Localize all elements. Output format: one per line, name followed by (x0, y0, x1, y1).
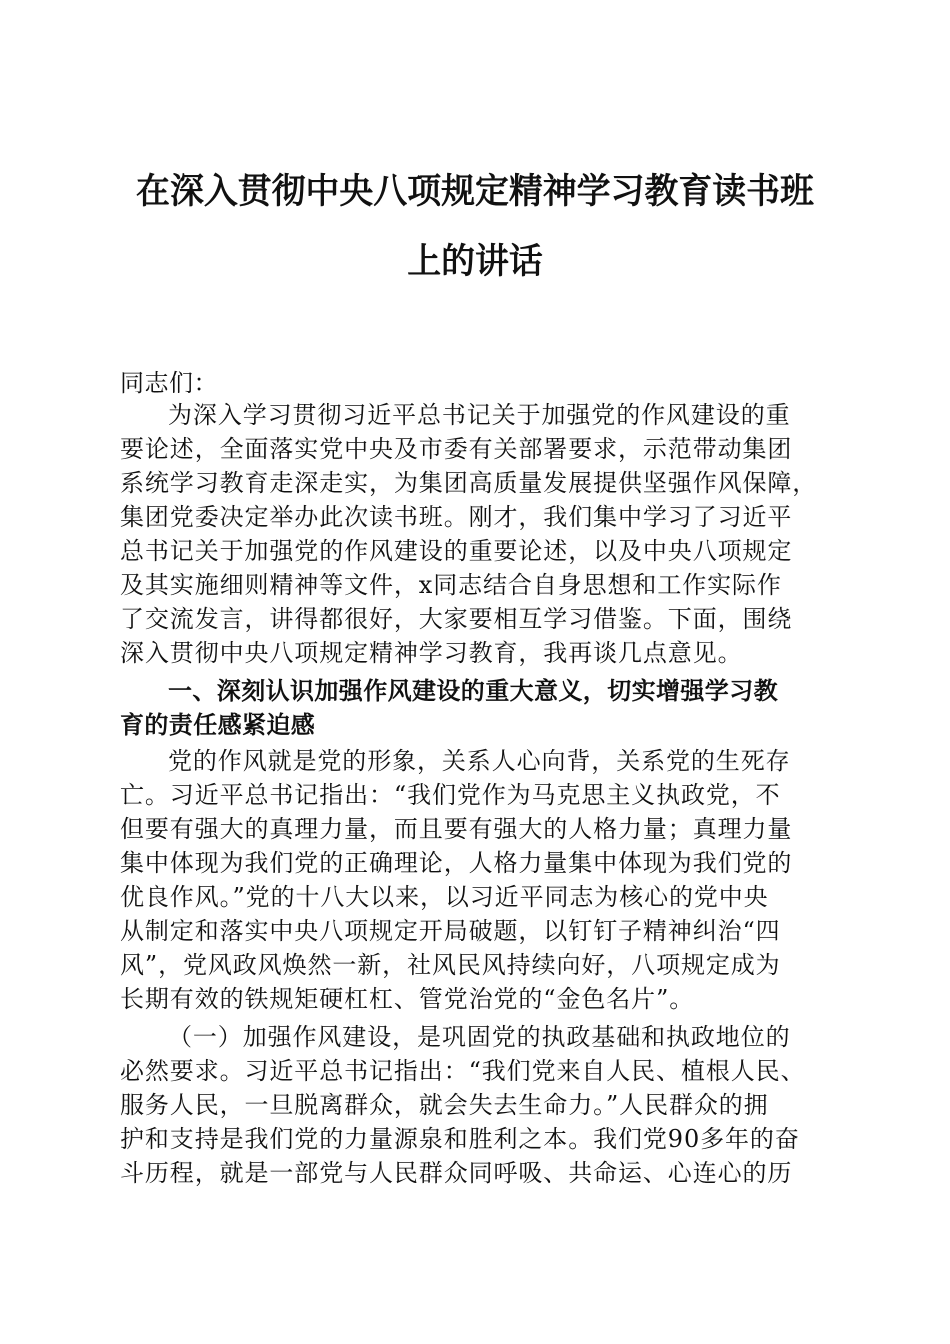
section-heading: 一、深刻认识加强作风建设的重大意义，切实增强学习教 (168, 677, 778, 705)
body-line: 但要有强大的真理力量，而且要有强大的人格力量；真理力量 (120, 815, 793, 843)
body-line: 必然要求。习近平总书记指出：“我们党来自人民、植根人民、 (120, 1057, 806, 1085)
title-line-2: 上的讲话 (407, 241, 543, 282)
body-line: 优良作风。”党的十八大以来，以习近平同志为核心的党中央 (120, 883, 769, 911)
body-line: 护和支持是我们党的力量源泉和胜利之本。我们党90多年的奋 (120, 1125, 800, 1153)
body-line: 党的作风就是党的形象，关系人心向背，关系党的生死存 (168, 747, 791, 775)
body-line: 斗历程，就是一部党与人民群众同呼吸、共命运、心连心的历 (120, 1159, 793, 1187)
body-line: 集中体现为我们党的正确理论，人格力量集中体现为我们党的 (120, 849, 793, 877)
body-line: （一）加强作风建设，是巩固党的执政基础和执政地位的 (168, 1023, 791, 1051)
greeting: 同志们： (120, 369, 218, 397)
intro-line: 了交流发言，讲得都很好，大家要相互学习借鉴。下面，围绕 (120, 605, 793, 633)
body-line: 亡。习近平总书记指出：“我们党作为马克思主义执政党，不 (120, 781, 781, 809)
body-line: 风”，党风政风焕然一新，社风民风持续向好，八项规定成为 (120, 951, 781, 979)
intro-line: 为深入学习贯彻习近平总书记关于加强党的作风建设的重 (168, 401, 791, 429)
intro-line: 要论述，全面落实党中央及市委有关部署要求，示范带动集团 (120, 435, 793, 463)
intro-line: 及其实施细则精神等文件，x同志结合自身思想和工作实际作 (120, 571, 782, 599)
title-line-1: 在深入贯彻中央八项规定精神学习教育读书班 (136, 171, 814, 212)
body-line: 服务人民，一旦脱离群众，就会失去生命力。”人民群众的拥 (120, 1091, 769, 1119)
intro-line: 系统学习教育走深走实，为集团高质量发展提供坚强作风保障， (120, 469, 818, 497)
intro-line: 总书记关于加强党的作风建设的重要论述，以及中央八项规定 (120, 537, 793, 565)
intro-line: 集团党委决定举办此次读书班。刚才，我们集中学习了习近平 (120, 503, 793, 531)
body-line: 从制定和落实中央八项规定开局破题，以钉钉子精神纠治“四 (120, 917, 781, 945)
intro-line: 深入贯彻中央八项规定精神学习教育，我再谈几点意见。 (120, 639, 743, 667)
body-line: 长期有效的铁规矩硬杠杠、管党治党的“金色名片”。 (120, 985, 695, 1013)
section-heading: 育的责任感紧迫感 (120, 711, 316, 739)
